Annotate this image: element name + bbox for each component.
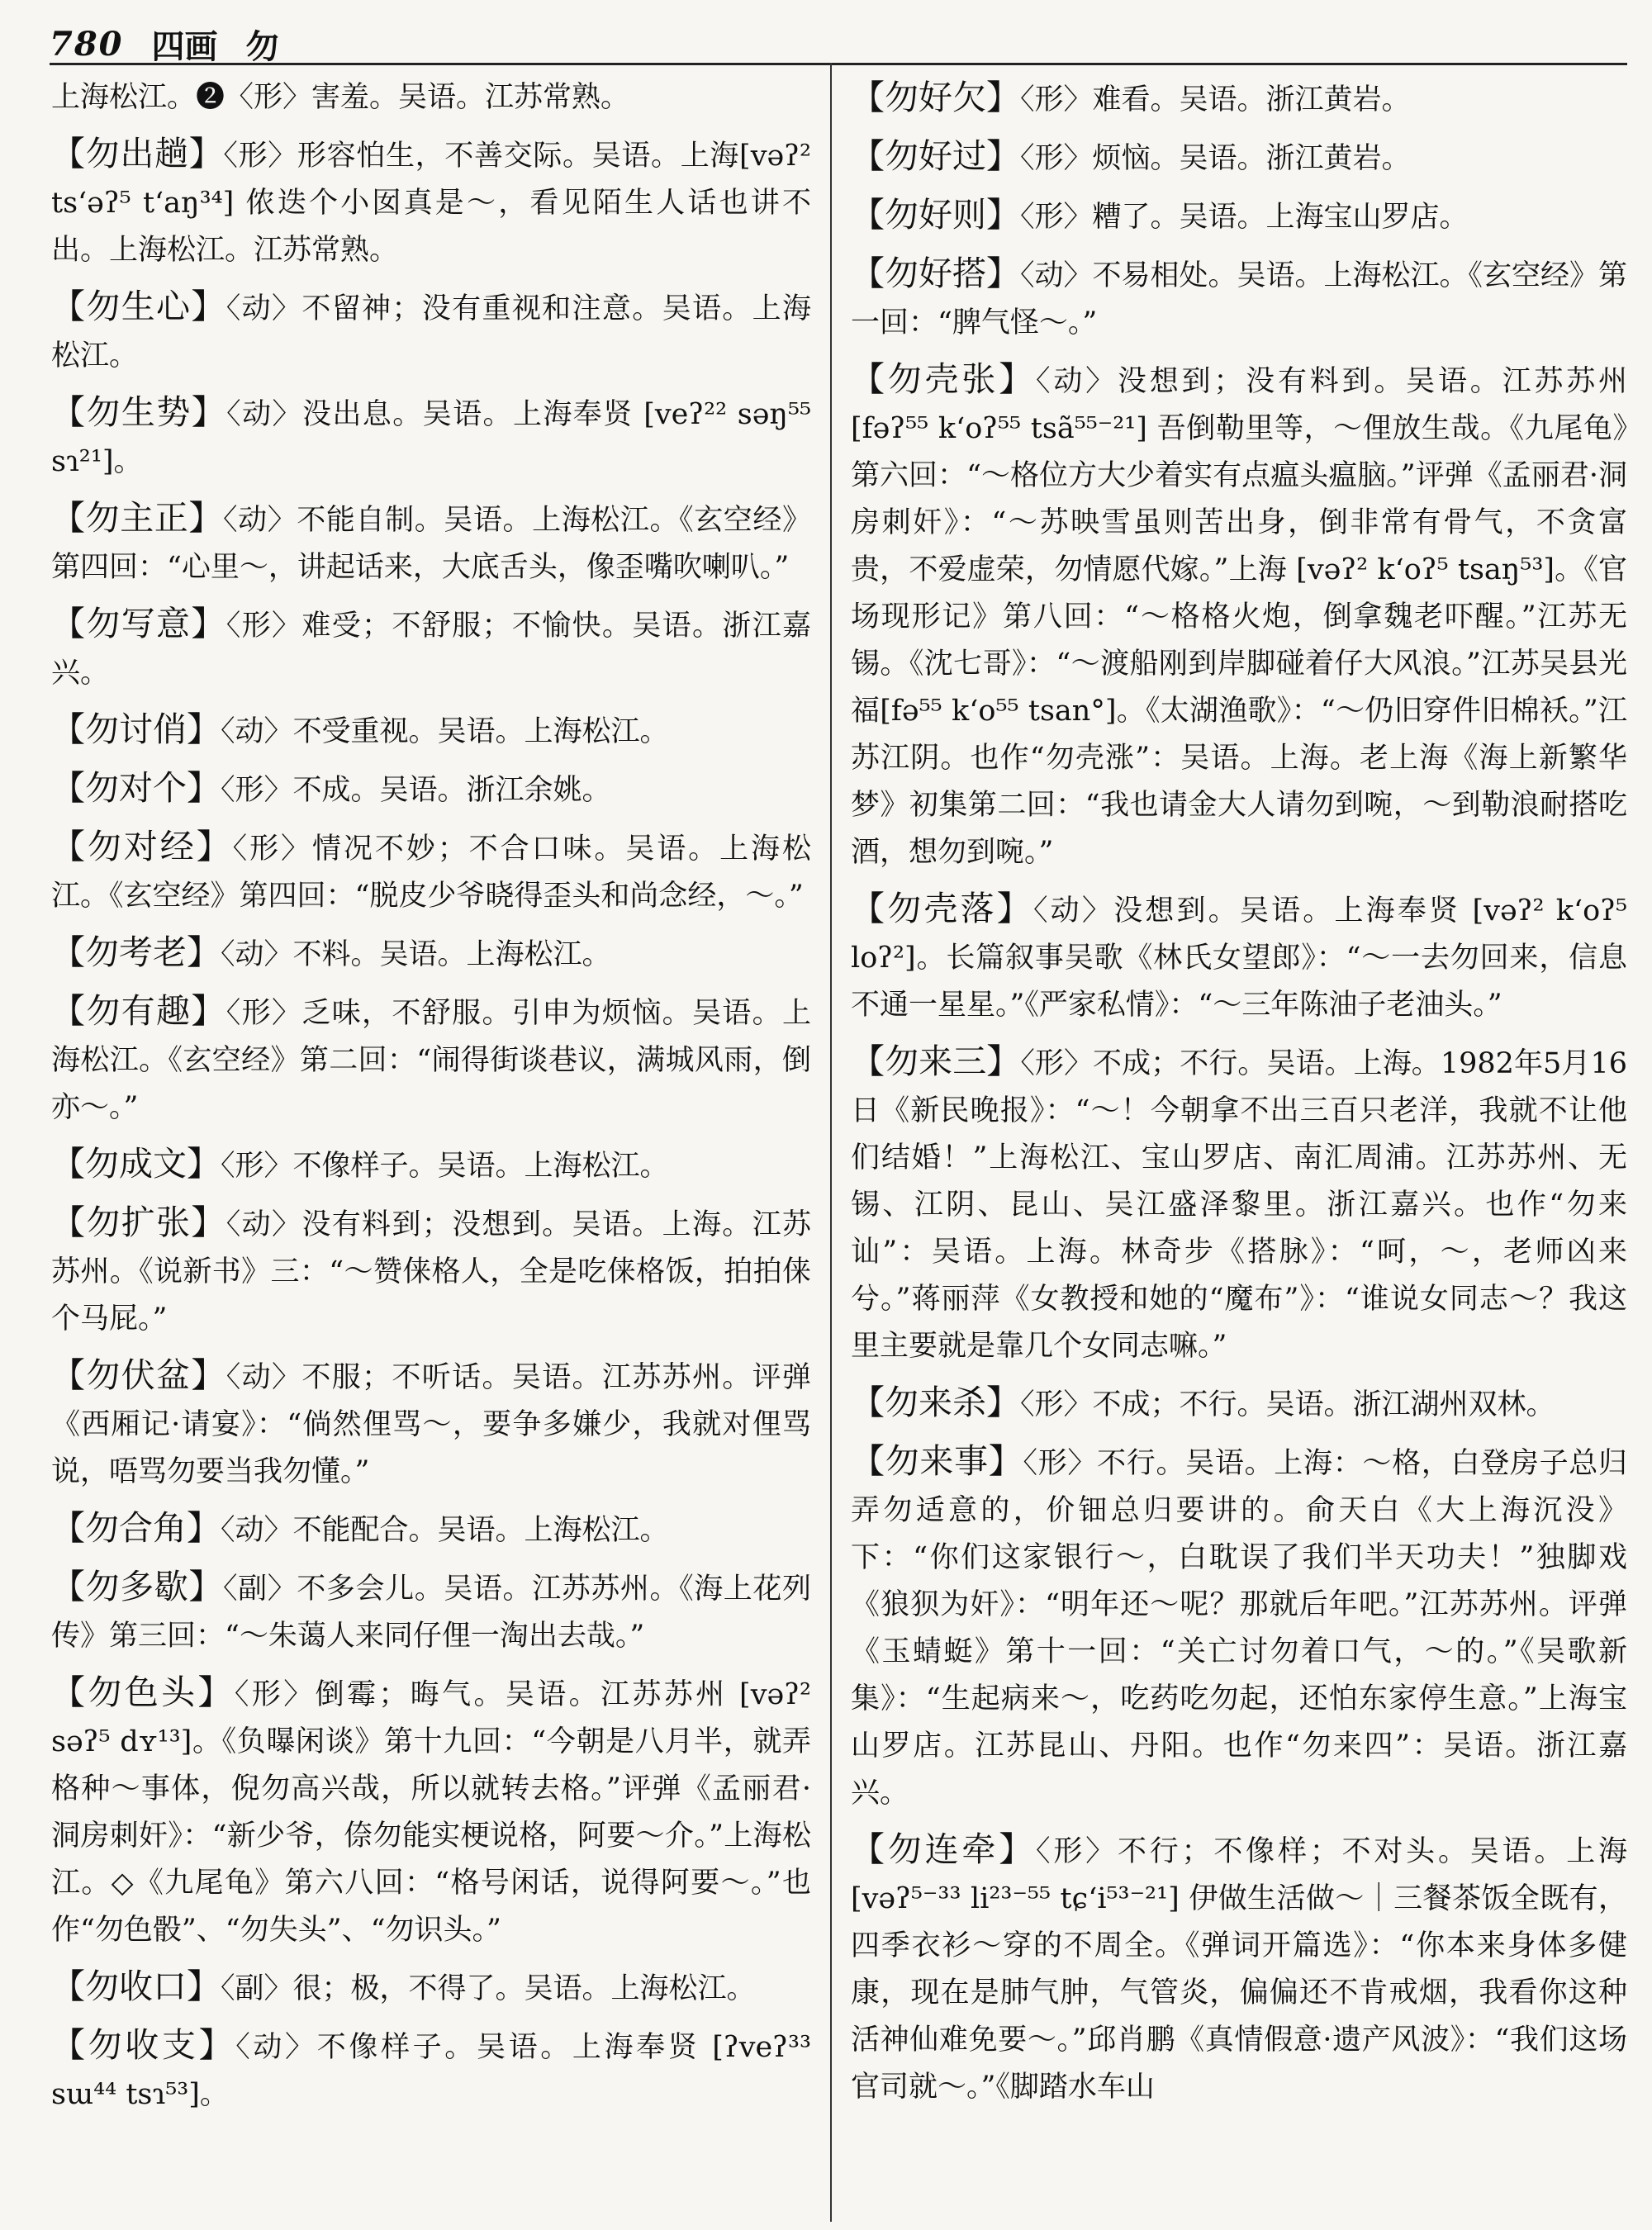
- entry-headword: 【勿色头】: [51, 1672, 235, 1712]
- dictionary-entry: [51, 1563, 811, 1660]
- entry-headword: 【勿来事】: [851, 1441, 1023, 1481]
- entry-definition: 〈形〉倒霉；晦气。吴语。江苏苏州 [vəʔ² səʔ⁵ dʏ¹³]。《负曝闲谈》第十九回：“今朝是八月半，就弄格种～事体，倪勿高兴哉，所以就转去格。”评弹《孟丽君·洞房刺奸》：“新少爷，倷勿能实梗说格，阿要～介。”上海松江。◇《九尾龟》第六八回：“格号闲话，说得阿要～。”也作“勿色骰”、“勿失头”、“勿识头。”: [51, 1678, 811, 1947]
- entry-headword: 【勿合角】: [51, 1508, 221, 1548]
- dictionary-entry: [51, 600, 811, 697]
- entry-headword: 【勿好则】: [851, 195, 1020, 235]
- dictionary-entry: [51, 1141, 811, 1190]
- section-label: 四画: [151, 26, 218, 66]
- dictionary-entry: [851, 885, 1627, 1029]
- entry-headword: 【勿伏盆】: [51, 1355, 226, 1395]
- entry-definition: 〈动〉不能自制。吴语。上海松江。《玄空经》第四回：“心里～，讲起话来，大底舌头，像歪嘴吹喇叭。”: [51, 504, 811, 584]
- entry-definition: 〈动〉没有料到；没想到。吴语。上海。江苏苏州。《说新书》三：“～赞俫格人，全是吃俫格饭，拍拍俫个马屁。”: [51, 1208, 811, 1336]
- entry-headword: 【勿成文】: [51, 1144, 221, 1184]
- entry-definition: 〈副〉不多会儿。吴语。江苏苏州。《海上花列传》第三回：“～朱蔼人来同仔俚一淘出去哉。”: [51, 1573, 811, 1653]
- header-rule: [50, 63, 1627, 65]
- entry-headword: 【勿对经】: [51, 827, 233, 866]
- entry-headword: 【勿出趟】: [51, 134, 224, 173]
- entry-definition: 〈动〉没想到；没有料到。吴语。江苏苏州 [fəʔ⁵⁵ kʻoʔ⁵⁵ tsã⁵⁵⁻²¹] 吾倒勒里等，～俚放生哉。《九尾龟》第六回：“～格位方大少着实有点瘟头瘟脑。”评弹《孟丽君·洞房刺奸》：“～苏映雪虽则苦出身，倒非常有骨气，不贪富贵，不爱虚荣，勿情愿代嫁。”上海 [vəʔ² kʻoʔ⁵ tsaŋ⁵³]。《官场现形记》第八回：“～格格火炮，倒拿魏老吓醒。”江苏无锡。《沈七哥》：“～渡船刚到岸脚碰着仔大风浪。”江苏吴县光福[fə⁵⁵ kʻo⁵⁵ tsan°]。《太湖渔歌》：“～仍旧穿件旧棉袄。”江苏江阴。也作“勿壳涨”：吴语。上海。老上海《海上新繁华梦》初集第二回：“我也请金大人请勿到啘，～到勒浪耐搭吃酒，想勿到啘。”: [851, 365, 1627, 869]
- dictionary-entry: [851, 356, 1627, 876]
- entry-definition: 〈动〉不易相处。吴语。上海松江。《玄空经》第一回：“脾气怪～。”: [851, 259, 1627, 339]
- entry-definition: 〈动〉不留神；没有重视和注意。吴语。上海松江。: [51, 292, 811, 372]
- entry-definition: 上海松江。❷〈形〉害羞。吴语。江苏常熟。: [51, 81, 630, 114]
- entry-headword: 【勿好欠】: [851, 78, 1020, 117]
- dictionary-entry: [51, 929, 811, 979]
- entry-definition: 〈形〉不行。吴语。上海：～格，白登房子总归弄勿适意的，价钿总归要讲的。俞天白《大上海沉没》下：“你们这家银行～，白耽误了我们半天功夫！”独脚戏《狼狈为奸》：“明年还～呢？那就后年吧。”江苏苏州。评弹《玉蜻蜓》第十一回：“关亡讨勿着口气，～的。”《吴歌新集》：“生起病来～，吃药吃勿起，还怕东家停生意。”上海宝山罗店。江苏昆山、丹阳。也作“勿来四”：吴语。浙江嘉兴。: [851, 1447, 1627, 1810]
- dictionary-entry: [51, 1199, 811, 1343]
- entry-headword: 【勿生心】: [51, 287, 226, 326]
- entry-definition: 〈动〉没想到。吴语。上海奉贤 [vəʔ² kʻoʔ⁵ loʔ²]。长篇叙事吴歌《林氏女望郎》：“～一去勿回来，信息不通一星星。”《严家私情》：“～三年陈油子老油头。”: [851, 894, 1627, 1022]
- dictionary-entry: [51, 283, 811, 380]
- dictionary-entry: [51, 495, 811, 591]
- entry-definition: 〈形〉难看。吴语。浙江黄岩。: [1020, 83, 1411, 116]
- left-column: [51, 74, 811, 2225]
- entry-definition: 〈动〉不料。吴语。上海松江。: [221, 938, 611, 971]
- entry-headword: 【勿收口】: [51, 1967, 221, 2006]
- dictionary-entry: [51, 130, 811, 274]
- entry-headword: 【勿讨俏】: [51, 709, 221, 749]
- entry-headword: 【勿来三】: [851, 1041, 1021, 1081]
- dictionary-entry: [51, 988, 811, 1132]
- dictionary-entry: [51, 389, 811, 486]
- dictionary-entry: [851, 1379, 1627, 1429]
- page-number: 780: [50, 24, 124, 64]
- entry-definition: 〈形〉难受；不舒服；不愉快。吴语。浙江嘉兴。: [51, 610, 811, 690]
- entry-definition: 〈形〉不成。吴语。浙江余姚。: [221, 774, 611, 807]
- column-divider: [830, 63, 832, 2222]
- dictionary-entry: [851, 1438, 1627, 1817]
- entry-headword: 【勿有趣】: [51, 991, 226, 1031]
- entry-headword: 【勿壳张】: [851, 359, 1037, 399]
- entry-headword: 【勿壳落】: [851, 889, 1033, 928]
- entry-headword: 【勿写意】: [51, 604, 226, 643]
- entry-definition: 〈形〉形容怕生，不善交际。吴语。上海[vəʔ² tsʻəʔ⁵ tʻaŋ³⁴] 侬迭个小囡真是～，看见陌生人话也讲不出。上海松江。江苏常熟。: [51, 140, 811, 267]
- entry-definition: 〈形〉不像样子。吴语。上海松江。: [221, 1150, 669, 1183]
- entry-definition: 〈动〉不像样子。吴语。上海奉贤 [ʔveʔ³³ sɯ⁴⁴ tsɿ⁵³]。: [51, 2031, 811, 2111]
- dictionary-entry: [51, 823, 811, 920]
- entry-headword: 【勿收支】: [51, 2025, 236, 2065]
- entry-definition: 〈形〉情况不妙；不合口味。吴语。上海松江。《玄空经》第四回：“脱皮少爷晓得歪头和尚念经，～。”: [51, 833, 811, 913]
- dictionary-entry: [51, 706, 811, 756]
- section-character: 勿: [245, 26, 279, 66]
- entry-headword: 【勿主正】: [51, 498, 223, 538]
- entry-headword: 【勿考老】: [51, 932, 221, 972]
- entry-headword: 【勿好搭】: [851, 254, 1020, 293]
- dictionary-entry: [851, 1038, 1627, 1370]
- entry-definition: 〈形〉糟了。吴语。上海宝山罗店。: [1020, 201, 1469, 234]
- entry-definition: 〈动〉不服；不听话。吴语。江苏苏州。评弹《西厢记·请宴》：“倘然俚骂～，要争多嫌少，我就对俚骂说，唔骂勿要当我勿懂。”: [51, 1361, 811, 1488]
- entry-definition: 〈动〉不受重视。吴语。上海松江。: [221, 715, 669, 748]
- dictionary-entry: [51, 765, 811, 814]
- entry-definition: 〈动〉不能配合。吴语。上海松江。: [221, 1514, 669, 1547]
- right-column: [851, 74, 1627, 2225]
- entry-headword: 【勿生势】: [51, 392, 227, 432]
- entry-definition: 〈形〉不成；不行。吴语。上海。1982年5月16日《新民晚报》：“～！今朝拿不出三百只老洋，我就不让他们结婚！”上海松江、宝山罗店、南汇周浦。江苏苏州、无锡、江阴、昆山、吴江盛泽黎里。浙江嘉兴。也作“勿来讪”：吴语。上海。林奇步《搭脉》：“呵，～，老师凶来兮。”蒋丽萍《女教授和她的“魔布”》：“谁说女同志～？我这里主要就是靠几个女同志嘛。”: [851, 1047, 1627, 1363]
- dictionary-entry: [851, 250, 1627, 347]
- dictionary-entry: [51, 1963, 811, 2013]
- entry-headword: 【勿多歇】: [51, 1567, 223, 1606]
- dictionary-entry: [851, 74, 1627, 124]
- dictionary-entry: [51, 2022, 811, 2118]
- entry-definition: 〈副〉很；极，不得了。吴语。上海松江。: [221, 1972, 756, 2005]
- dictionary-entry: [51, 1505, 811, 1554]
- entry-definition: 〈动〉没出息。吴语。上海奉贤 [veʔ²² səŋ⁵⁵ sɿ²¹]。: [51, 398, 811, 478]
- entry-definition: 〈形〉不行；不像样；不对头。吴语。上海 [vəʔ⁵⁻³³ li²³⁻⁵⁵ tɕʻi⁵³⁻²¹] 伊做生活做～｜三餐茶饭全既有，四季衣衫～穿的不周全。《弹词开篇选》：“你本来身体多健康，现在是肺气肿，气管炎，偏偏还不肯戒烟，我看你这种活神仙难免要～。”邱肖鹏《真情假意·遗产风波》：“我们这场官司就～。”《脚踏水车山: [851, 1835, 1627, 2104]
- entry-headword: 【勿好过】: [851, 136, 1020, 176]
- entry-headword: 【勿连牵】: [851, 1829, 1037, 1869]
- dictionary-entry: [851, 192, 1627, 241]
- entry-headword: 【勿对个】: [51, 768, 221, 808]
- entry-definition: 〈形〉不成；不行。吴语。浙江湖州双林。: [1020, 1388, 1555, 1421]
- entry-headword: 【勿来杀】: [851, 1383, 1020, 1422]
- dictionary-entry: [851, 133, 1627, 183]
- entry-headword: 【勿扩张】: [51, 1203, 226, 1242]
- entry-definition: 〈形〉乏味，不舒服。引申为烦恼。吴语。上海松江。《玄空经》第二回：“闹得街谈巷议，满城风雨，倒亦～。”: [51, 997, 811, 1124]
- entry-definition: 〈形〉烦恼。吴语。浙江黄岩。: [1020, 142, 1411, 175]
- dictionary-entry: [51, 1352, 811, 1496]
- dictionary-entry: [51, 74, 811, 121]
- dictionary-entry: [851, 1826, 1627, 2111]
- dictionary-entry: [51, 1669, 811, 1954]
